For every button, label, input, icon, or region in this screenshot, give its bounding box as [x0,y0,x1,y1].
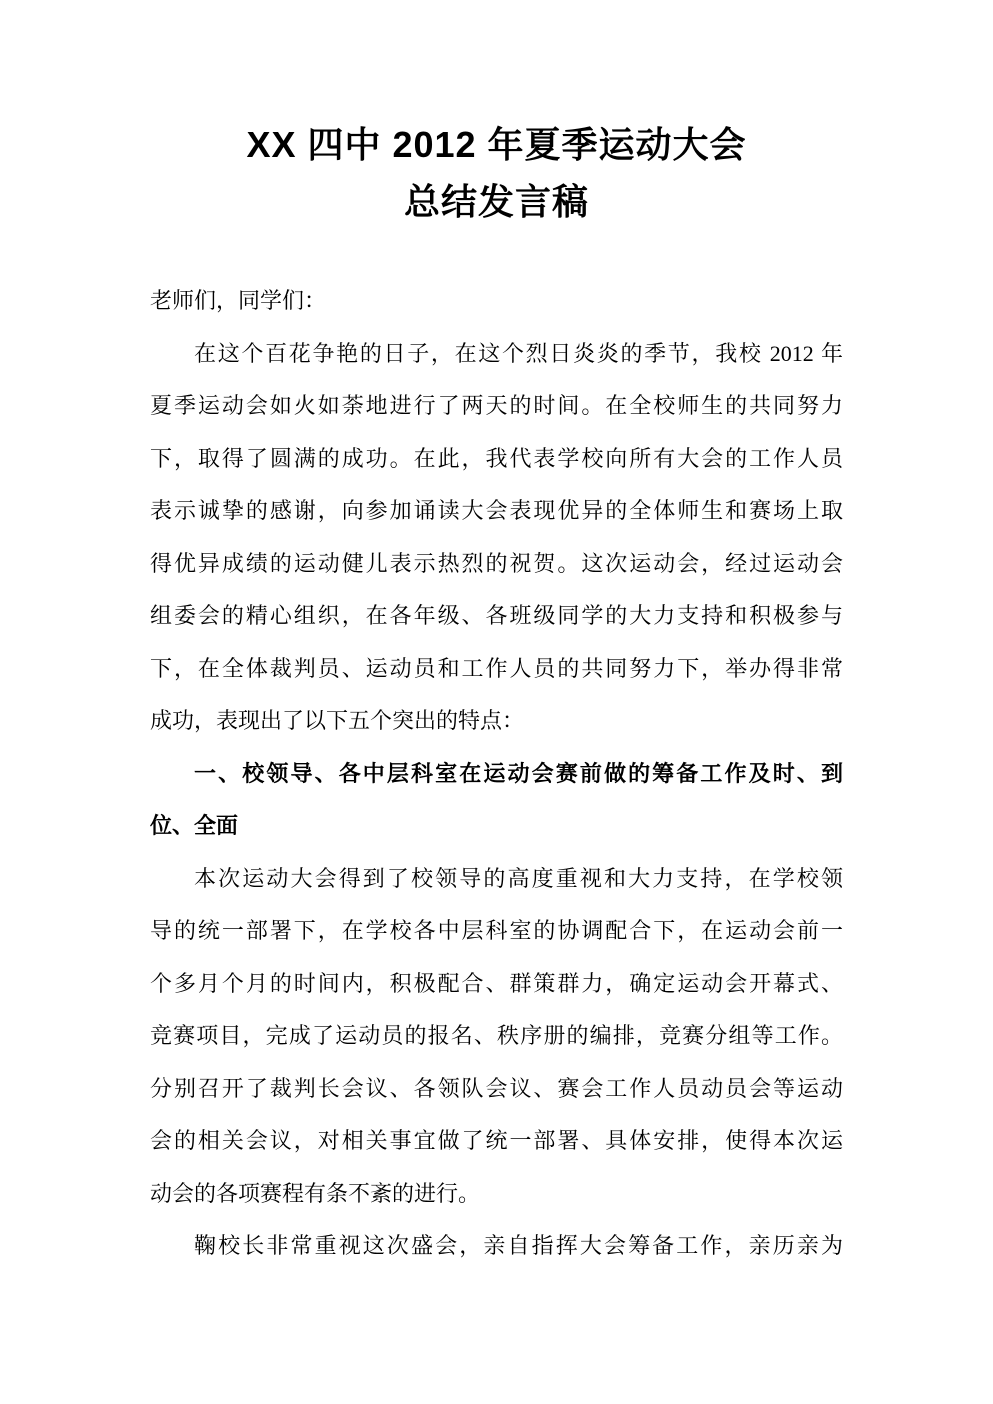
text-line: 组委会的精心组织，在各年级、各班级同学的大力支持和积极参与 [150,603,843,628]
text-line: 在这个百花争艳的日子，在这个烈日炎炎的季节，我校 2012 年 [194,340,843,366]
text-line: 下，在全体裁判员、运动员和工作人员的共同努力下，举办得非常 [150,655,843,681]
document-title [150,116,843,230]
text-line: 得优异成绩的运动健儿表示热烈的祝贺。这次运动会，经过运动会 [150,550,843,576]
text-line: 动会的各项赛程有条不紊的进行。 [150,1180,481,1206]
heading-line: 一、校领导、各中层科室在运动会赛前做的筹备工作及时、到 [194,760,843,786]
text-line: 会的相关会议，对相关事宜做了统一部署、具体安排，使得本次运 [150,1128,843,1153]
heading-line: 位、全面 [150,813,239,838]
text-line: 夏季运动会如火如荼地进行了两天的时间。在全校师生的共同努力 [150,393,843,418]
text-line: 鞠校长非常重视这次盛会，亲自指挥大会筹备工作，亲历亲为 [194,1233,843,1258]
text-line: 下，取得了圆满的成功。在此，我代表学校向所有大会的工作人员 [150,445,843,471]
document-title-line1: XX 四中 2012 年夏季运动大会 [246,124,747,165]
text-line: 导的统一部署下，在学校各中层科室的协调配合下，在运动会前一 [150,918,843,943]
text-line: 个多月个月的时间内，积极配合、群策群力，确定运动会开幕式、 [150,970,843,996]
text-line: 成功，表现出了以下五个突出的特点： [150,708,525,733]
text-line: 本次运动大会得到了校领导的高度重视和大力支持，在学校领 [194,865,843,891]
document-body [150,275,843,1273]
document-title-line2: 总结发言稿 [403,181,589,222]
text-line: 老师们，同学们： [150,288,327,313]
text-line: 竞赛项目，完成了运动员的报名、秩序册的编排，竞赛分组等工作。 [150,1023,843,1048]
text-line: 表示诚挚的感谢，向参加诵读大会表现优异的全体师生和赛场上取 [150,498,843,523]
text-line: 分别召开了裁判长会议、各领队会议、赛会工作人员动员会等运动 [150,1075,843,1101]
